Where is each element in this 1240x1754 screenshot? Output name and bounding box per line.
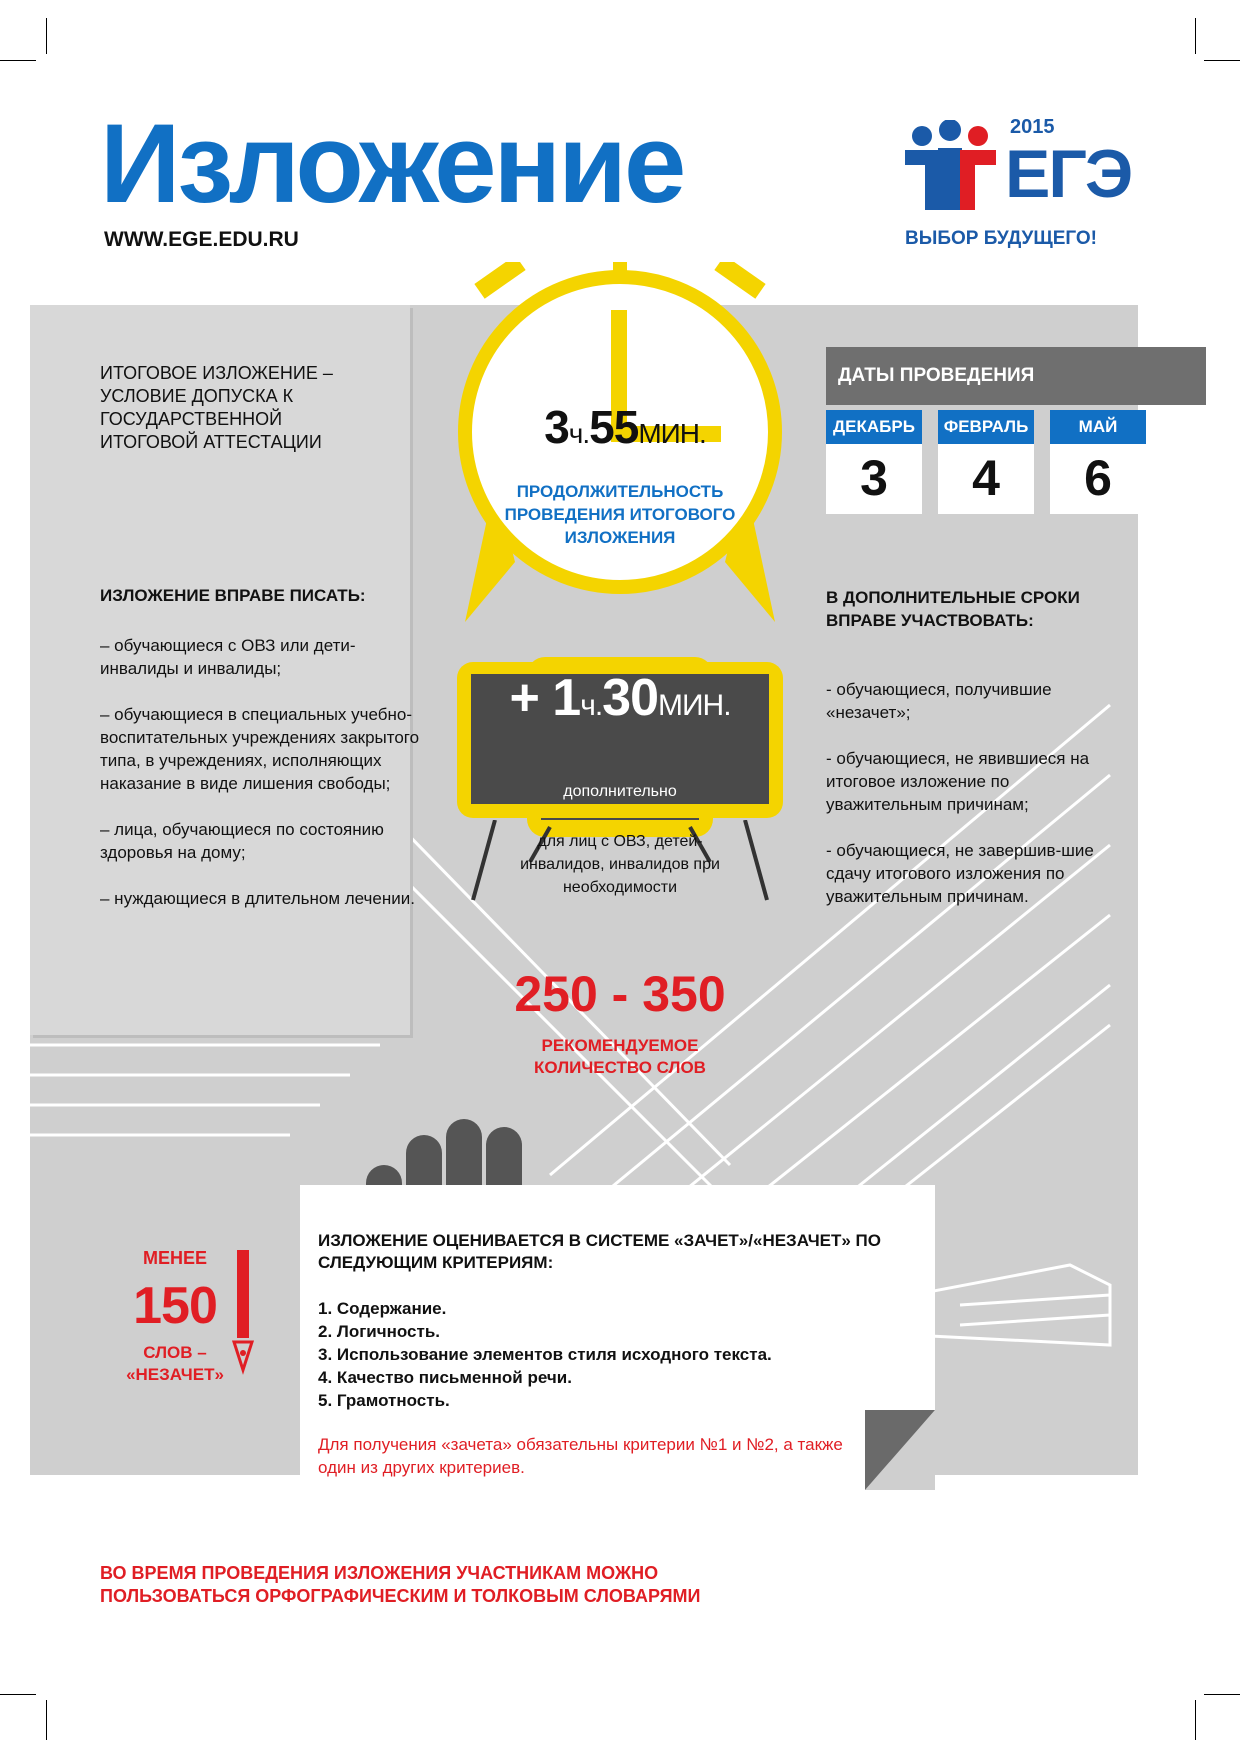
list-item: – обучающиеся в специальных учебно-воспитательных учреждениях закрытого типа, в учреждениях, исполняющих наказание в виде лишения свободы; bbox=[100, 705, 420, 793]
dates-heading: ДАТЫ ПРОВЕДЕНИЯ bbox=[826, 347, 1206, 405]
crop-mark bbox=[0, 1694, 36, 1695]
extra-time-value bbox=[460, 668, 780, 728]
duration-minutes-unit: МИН. bbox=[638, 418, 706, 449]
list-item: – лица, обучающиеся по состоянию здоровья на дому; bbox=[100, 820, 384, 862]
extra-minutes: 30 bbox=[602, 669, 658, 727]
date-month: ДЕКАБРЬ bbox=[826, 410, 922, 444]
website-link[interactable]: WWW.EGE.EDU.RU bbox=[104, 228, 299, 251]
date-card bbox=[938, 410, 1034, 514]
date-day: 4 bbox=[972, 450, 1000, 506]
page-title: Изложение bbox=[100, 101, 684, 226]
extra-hours: 1 bbox=[552, 669, 581, 727]
intro-text: ИТОГОВОЕ ИЗЛОЖЕНИЕ – УСЛОВИЕ ДОПУСКА К ГОСУДАРСТВЕННОЙ ИТОГОВОЙ АТТЕСТАЦИИ bbox=[100, 363, 333, 452]
list-item: 3. Использование элементов стиля исходного текста. bbox=[318, 1345, 772, 1364]
list-item: 2. Логичность. bbox=[318, 1322, 440, 1341]
extra-minutes-unit: МИН. bbox=[658, 689, 731, 722]
less-than-label: МЕНЕЕ bbox=[142, 1248, 207, 1268]
date-day: 3 bbox=[860, 450, 888, 506]
extra-terms-heading: В ДОПОЛНИТЕЛЬНЫЕ СРОКИ ВПРАВЕ УЧАСТВОВАТЬ: bbox=[826, 588, 1080, 630]
duration-hours: 3 bbox=[544, 401, 569, 453]
list-item: - обучающиеся, получившие «незачет»; bbox=[826, 680, 1052, 722]
list-item: 4. Качество письменной речи. bbox=[318, 1368, 572, 1387]
date-card bbox=[1050, 410, 1146, 514]
words-range: 250 - 350 bbox=[514, 966, 726, 1022]
crop-mark bbox=[46, 18, 47, 54]
extra-time-sub: дополнительно bbox=[563, 783, 677, 800]
duration-hours-unit: ч. bbox=[568, 418, 590, 449]
less-than-bottom: СЛОВ – «НЕЗАЧЕТ» bbox=[126, 1343, 224, 1384]
list-item: 1. Содержание. bbox=[318, 1299, 447, 1318]
can-write-list bbox=[100, 634, 420, 933]
date-card bbox=[826, 410, 922, 514]
duration-minutes: 55 bbox=[589, 401, 639, 453]
extra-time-for: для лиц с ОВЗ, детей-инвалидов, инвалидов при необходимости bbox=[520, 833, 720, 896]
extra-prefix: + bbox=[509, 669, 553, 727]
crop-mark bbox=[1195, 18, 1196, 54]
criteria-note: Для получения «зачета» обязательны критерии №1 и №2, а также один из других критериев. bbox=[318, 1435, 843, 1477]
crop-mark bbox=[46, 1700, 47, 1740]
date-month: МАЙ bbox=[1050, 410, 1146, 444]
ege-logo-icon bbox=[900, 120, 1010, 220]
criteria-list bbox=[318, 1297, 772, 1412]
extra-terms-list bbox=[826, 678, 1126, 931]
crop-mark bbox=[1204, 1694, 1240, 1695]
logo-slogan: ВЫБОР БУДУЩЕГО! bbox=[905, 228, 1097, 249]
can-write-heading: ИЗЛОЖЕНИЕ ВПРАВЕ ПИСАТЬ: bbox=[100, 586, 366, 605]
list-item: - обучающиеся, не явившиеся на итоговое изложение по уважительным причинам; bbox=[826, 749, 1090, 814]
date-month: ФЕВРАЛЬ bbox=[938, 410, 1034, 444]
criteria-heading: ИЗЛОЖЕНИЕ ОЦЕНИВАЕТСЯ В СИСТЕМЕ «ЗАЧЕТ»/«НЕЗАЧЕТ» ПО СЛЕДУЮЩИМ КРИТЕРИЯМ: bbox=[318, 1231, 881, 1272]
logo-year: 2015 bbox=[1010, 116, 1055, 138]
crop-mark bbox=[0, 60, 36, 61]
words-label: РЕКОМЕНДУЕМОЕ КОЛИЧЕСТВО СЛОВ bbox=[534, 1036, 706, 1077]
date-day: 6 bbox=[1084, 450, 1112, 506]
duration-label: ПРОДОЛЖИТЕЛЬНОСТЬ ПРОВЕДЕНИЯ ИТОГОВОГО ИЗЛОЖЕНИЯ bbox=[504, 482, 736, 547]
list-item: – нуждающиеся в длительном лечении. bbox=[100, 889, 415, 908]
crop-mark bbox=[1195, 1700, 1196, 1740]
extra-hours-unit: ч. bbox=[580, 689, 603, 722]
list-item: – обучающиеся с ОВЗ или дети-инвалиды и инвалиды; bbox=[100, 636, 356, 678]
list-item: - обучающиеся, не завершив-шие сдачу итогового изложения по уважительным причинам. bbox=[826, 841, 1094, 906]
list-item: 5. Грамотность. bbox=[318, 1391, 450, 1410]
logo-text: ЕГЭ bbox=[1005, 136, 1132, 212]
crop-mark bbox=[1204, 60, 1240, 61]
footer-note: ВО ВРЕМЯ ПРОВЕДЕНИЯ ИЗЛОЖЕНИЯ УЧАСТНИКАМ МОЖНО ПОЛЬЗОВАТЬСЯ ОРФОГРАФИЧЕСКИМ И ТОЛКОВЫМ СЛОВАРЯМИ bbox=[100, 1563, 701, 1606]
duration-value bbox=[440, 400, 810, 454]
less-than-number: 150 bbox=[133, 1277, 217, 1335]
